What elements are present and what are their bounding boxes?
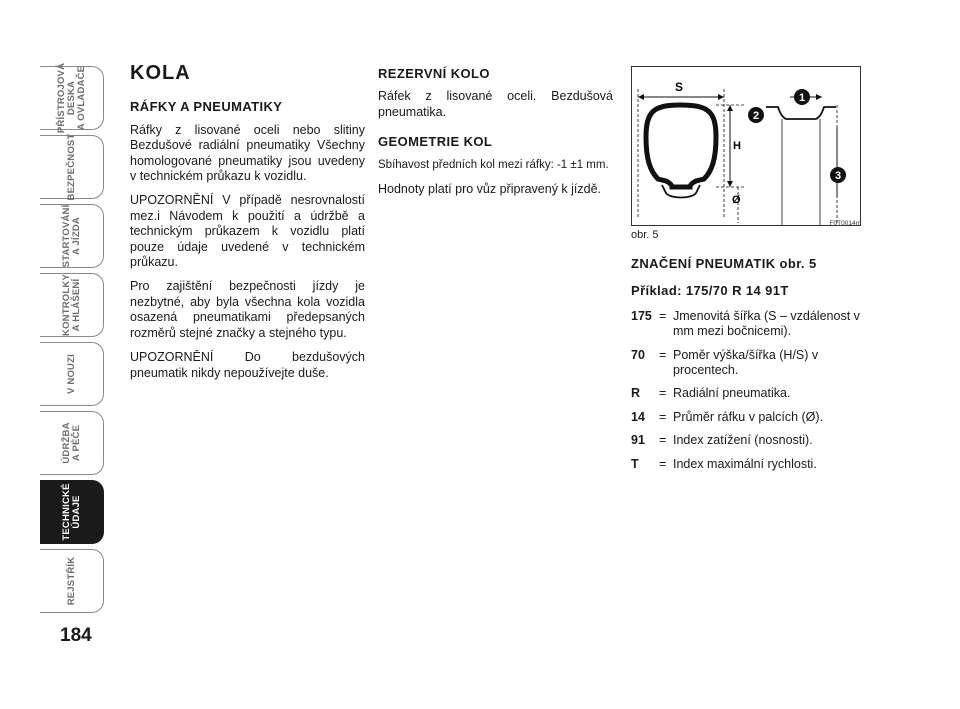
column-tyre-marking xyxy=(631,66,861,480)
tab-label: STARTOVÁNÍ A JÍZDA xyxy=(60,204,82,268)
definition-row: T = Index maximální rychlosti. xyxy=(631,456,817,471)
tab-udrzba[interactable] xyxy=(40,411,104,475)
paragraph: Pro zajištění bezpečnosti jízdy je nezbytné, aby byla všechna kola vozidla osazená pneumatikami předepsaných rozměrů stejné značky a stejného typu. xyxy=(130,279,365,340)
tab-label: V NOUZI xyxy=(65,354,77,394)
definition-row: 91 = Index zatížení (nosnosti). xyxy=(631,433,813,448)
tab-bezpecnost[interactable] xyxy=(40,135,104,199)
paragraph: Hodnoty platí pro vůz připravený k jízdě. xyxy=(378,182,602,197)
section-heading-spare: REZERVNÍ KOLO xyxy=(378,66,490,81)
figure-caption-row xyxy=(631,220,861,242)
label-s: S xyxy=(675,80,684,94)
tab-rejstrik[interactable] xyxy=(40,549,104,613)
marking-example: Příklad: 175/70 R 14 91T xyxy=(631,283,789,299)
page-number: 184 xyxy=(60,625,92,646)
page-title: KOLA xyxy=(130,62,191,84)
tyre-diagram xyxy=(631,66,861,226)
tab-v-nouzi[interactable] xyxy=(40,342,104,406)
paragraph: UPOZORNĚNÍ Do bezdušových pneumatik nikdy nepoužívejte duše. xyxy=(130,350,365,380)
paragraph: UPOZORNĚNÍ V případě nesrovnalostí mez.i Návodem k použití a údržbě a technickým průkazem k vozidlu platí pouze údaje uvedené v technickém průkazu. xyxy=(130,193,365,270)
paragraph: Ráfek z lisované oceli. Bezdušová pneumatika. xyxy=(378,89,613,119)
tab-startovani[interactable] xyxy=(40,204,104,268)
definition-row: R = Radiální pneumatika. xyxy=(631,386,791,401)
column-wheels xyxy=(130,62,365,390)
label-h: H xyxy=(733,140,741,152)
definition-row: 14 = Průměr ráfku v palcích (Ø). xyxy=(631,409,824,424)
tab-kontrolky[interactable] xyxy=(40,273,104,337)
section-heading-rims: RÁFKY A PNEUMATIKY xyxy=(130,99,283,115)
section-heading-geometry: GEOMETRIE KOL xyxy=(378,134,493,150)
definition-row: 175 = Jmenovitá šířka (S – vzdálenost v mm mezi bočnicemi). xyxy=(631,308,860,339)
section-heading-marking: ZNAČENÍ PNEUMATIK obr. 5 xyxy=(631,256,817,271)
tab-label: REJSTŘÍK xyxy=(65,556,77,606)
svg-text:1: 1 xyxy=(798,92,806,104)
paragraph: Ráfky z lisované oceli nebo slitiny Bezdušové radiální pneumatiky Všechny homologované pneumatiky jsou uvedeny v technickém průkazu k vozidlu. xyxy=(130,122,365,184)
tab-label: PŘÍSTROJOVÁ DESKA A OVLADAČE xyxy=(55,62,87,134)
label-diameter: Ø xyxy=(732,194,741,206)
tab-pristrojova-deska[interactable] xyxy=(40,62,104,134)
svg-text:2: 2 xyxy=(752,110,760,122)
svg-text:3: 3 xyxy=(834,170,842,182)
tab-label: KONTROLKY A HLÁŠENÍ xyxy=(60,274,82,336)
figure-caption: obr. 5 xyxy=(631,229,659,241)
tab-label: TECHNICKÉ ÚDAJE xyxy=(60,483,82,541)
definition-row: 70 = Poměr výška/šířka (H/S) v procentech. xyxy=(631,347,819,378)
column-spare-geometry xyxy=(378,66,613,206)
tab-label: ÚDRŽBA A PÉČE xyxy=(60,422,82,464)
tyre-cross-section-svg xyxy=(632,67,860,225)
paragraph: Sbíhavost předních kol mezi ráfky: -1 ±1 mm. xyxy=(378,158,609,171)
tab-label: BEZPEČNOST xyxy=(65,133,77,201)
tab-technicke-udaje[interactable] xyxy=(40,480,104,544)
figure-code: F0T0014m xyxy=(829,220,861,227)
